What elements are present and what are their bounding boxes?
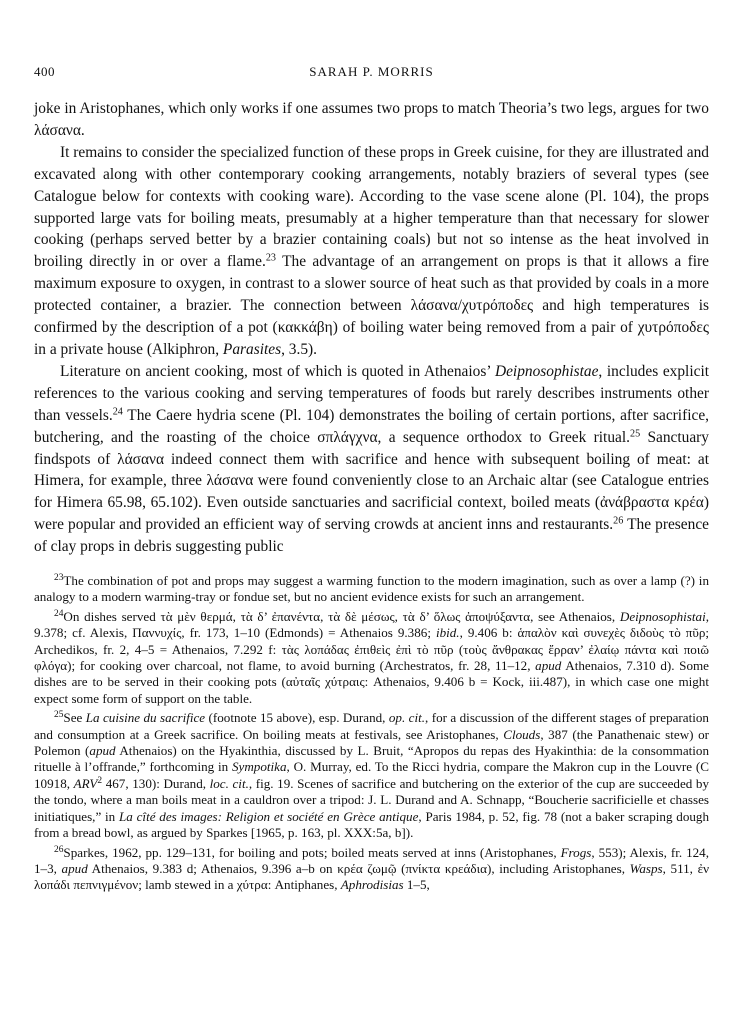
greek-quote: αὐταῖς χύτραις <box>285 674 365 690</box>
greek-term: ἀνάβραστα κρέα <box>600 494 704 512</box>
greek-term: λάσανα <box>34 121 81 139</box>
running-head: SARAH P. MORRIS <box>309 64 434 79</box>
footnote-number: 24 <box>54 608 64 619</box>
paragraph-2: It remains to consider the specialized function of these props in Greek cuisine, for they are illustrated and excavated along with other contemporary cooking arrangements, notably braziers of several types (see Catalogue below for contexts with cooking ware). According to the vase scene alone (Pl. 104), the props supported large vats for boiling meats, presumably at a higher temperature than that necessary for slower cooking (perhaps served better by a brazier containing coals) but not so intense as the heat involved in broiling directly in or over a flame.$^{23}$ The advantage of an arrangement on props is that it allows a fire maximum exposure to oxygen, in contrast to a slower source of heat such as that provided by coals in a more protected container, a brazier. The connection between λάσανα/χυτρόποδες and high temperatures is confirmed by the description of a pot (κακκάβη) of boiling water being removed from a pair of χυτρόποδες in a private house (Alkiphron, Parasites, 3.5). <box>34 143 709 358</box>
footnotes <box>34 573 709 897</box>
page-number: 400 <box>34 64 55 79</box>
greek-quote: τὰ μὲν θερμά, τὰ δ’ ἐπανέντα, τὰ δὲ μέσως, τὰ δ’ ὅλως ἀποψύξαντα <box>160 608 531 624</box>
greek-quote: κρέα ζωμῷ (πνίκτα κρεάδια) <box>337 860 492 876</box>
footnote-number: 23 <box>54 572 64 583</box>
title-italic: Deipnosophistae <box>494 362 599 380</box>
paragraph-1: joke in Aristophanes, which only works if one assumes two props to match Theoria’s two legs, argues for two λάσανα. <box>34 100 709 139</box>
greek-quote: χύτρα <box>236 877 268 893</box>
footnote-25: $^{25}$See La cuisine du sacrifice (footnote 15 above), esp. Durand, op. cit., for a discussion of the different stages of preparation and consumption at a Greek sacrifice. On boiling meats at festivals, see Aristophanes, Clouds, 387 (the Panathenaic stew) or Polemon (apud Athenaios) on the Hyakinthia, discussed by L. Bruit, “Apropos du repas des Hyakinthia: de la consommation rituelle à l’offrande,” forthcoming in Sympotika, O. Murray, ed. To the Ricci hydria, compare the Makron cup in the Louvre (C 10918, ARV$^2$ 467, 130): Durand, loc. cit., fig. 19. Scenes of sacrifice and butchering on the exterior of the cup are succeeded by the tondo, where a man boils meat in a cauldron over a tripod: J. L. Durand and A. Schnapp, “Boucherie sacrificielle et chasses initiatiques,” in La cîté des images: Religion et société en Grèce antique, Paris 1984, p. 52, fig. 78 (not a baker scraping dough from a bread bowl, as argued by Sparkes [1965, p. 163, pl. XXX:5a, b]). <box>34 710 710 841</box>
page-header <box>34 64 709 82</box>
footnote-24: $^{24}$On dishes served τὰ μὲν θερμά, τὰ δ’ ἐπανέντα, τὰ δὲ μέσως, τὰ δ’ ὅλως ἀποψύξαντα, see Athenaios, Deipnosophistai, 9.378; cf. Alexis, Παννυχίς, fr. 173, 1–10 (Edmonds) = Athenaios 9.386; ibid., 9.406 b: ἁπαλὸν καὶ συνεχὲς διδοὺς τὸ πῦρ; Archedikos, fr. 2, 4–5 = Athenaios, 7.292 f: τὰς λοπάδας ἐπιθεὶς ἐπὶ τὸ πῦρ (τοὺς ἄνθρακας ἔρραν’ ἐλαίῳ πάντα καὶ ποιῶ φλόγα); for cooking over charcoal, not flame, to avoid burning (Archestratos, fr. 28, 11–12, apud Athenaios, 7.310 d). Some dishes are to be served in their cooking pots (αὐταῖς χύτραις: Athenaios, 9.406 b = Kock, iii.487), in which case one might expect some form of support on the table. <box>34 608 709 706</box>
greek-quote: τὰς λοπάδας ἐπιθεὶς ἐπὶ τὸ πῦρ (τοὺς ἄνθρακας ἔρραν’ ἐλαίῳ πάντα καὶ ποιῶ φλόγα) <box>34 641 709 674</box>
greek-quote: ἐν λοπάδι πεπνιγμένον <box>34 860 709 893</box>
body-text <box>34 98 709 558</box>
footnote-ref-26[interactable]: 26 <box>613 515 624 527</box>
footnote-23: $^{23}$The combination of pot and props may suggest a warming function to the modern imagination, such as over a lamp (?) in analogy to a modern warming-tray or fondue set, but no ancient evidence exists for such an arrangement. <box>34 572 709 605</box>
greek-term: χυτρόποδες <box>637 319 709 337</box>
footnote-ref-24[interactable]: 24 <box>112 406 123 418</box>
greek-quote: ἁπαλὸν καὶ συνεχὲς διδοὺς τὸ πῦρ <box>517 625 706 641</box>
footnote-number: 26 <box>54 844 64 855</box>
greek-term: σπλάγχνα <box>317 428 378 446</box>
greek-term: κακκάβη <box>277 319 333 337</box>
footnote-ref-25[interactable]: 25 <box>629 428 641 440</box>
greek-term: λάσανα <box>206 472 254 490</box>
greek-term: λάσανα/χυτρόποδες <box>410 297 534 315</box>
greek-term: λάσανα <box>117 450 165 468</box>
greek-quote: Παννυχίς <box>132 625 182 641</box>
footnote-ref-23[interactable]: 23 <box>265 252 276 264</box>
paragraph-3: Literature on ancient cooking, most of which is quoted in Athenaios’ Deipnosophistae, includes explicit references to the various cooking and serving temperatures of foods but rarely describes instruments other than vessels.$^{24}$ The Caere hydria scene (Pl. 104) demonstrates the boiling of certain portions, after sacrifice, butchering, and the roasting of the choice σπλάγχνα, a sequence orthodox to Greek ritual.$^{25}$ Sanctuary findspots of λάσανα indeed connect them with sacrifice and hence with subsequent boiling of meat: at Himera, for example, three λάσανα were found conveniently close to an Archaic altar (see Catalogue entries for Himera 65.98, 65.102). Even outside sanctuaries and sacrificial context, boiled meats (ἀνάβραστα κρέα) were popular and provided an efficient way of serving crowds at ancient inns and restaurants.$^{26}$ The presence of clay props in debris suggesting public <box>34 362 710 556</box>
footnote-number: 25 <box>54 710 64 721</box>
title-italic: Parasites <box>222 340 282 358</box>
footnote-26: $^{26}$Sparkes, 1962, pp. 129–131, for boiling and pots; boiled meats served at inns (Aristophanes, Frogs, 553); Alexis, fr. 124, 1–3, apud Athenaios, 9.383 d; Athenaios, 9.396 a–b on κρέα ζωμῷ (πνίκτα κρεάδια), including Aristophanes, Wasps, 511, ἐν λοπάδι πεπνιγμένον; lamb stewed in a χύτρα: Antiphanes, Aphrodisias 1–5, <box>34 844 710 893</box>
